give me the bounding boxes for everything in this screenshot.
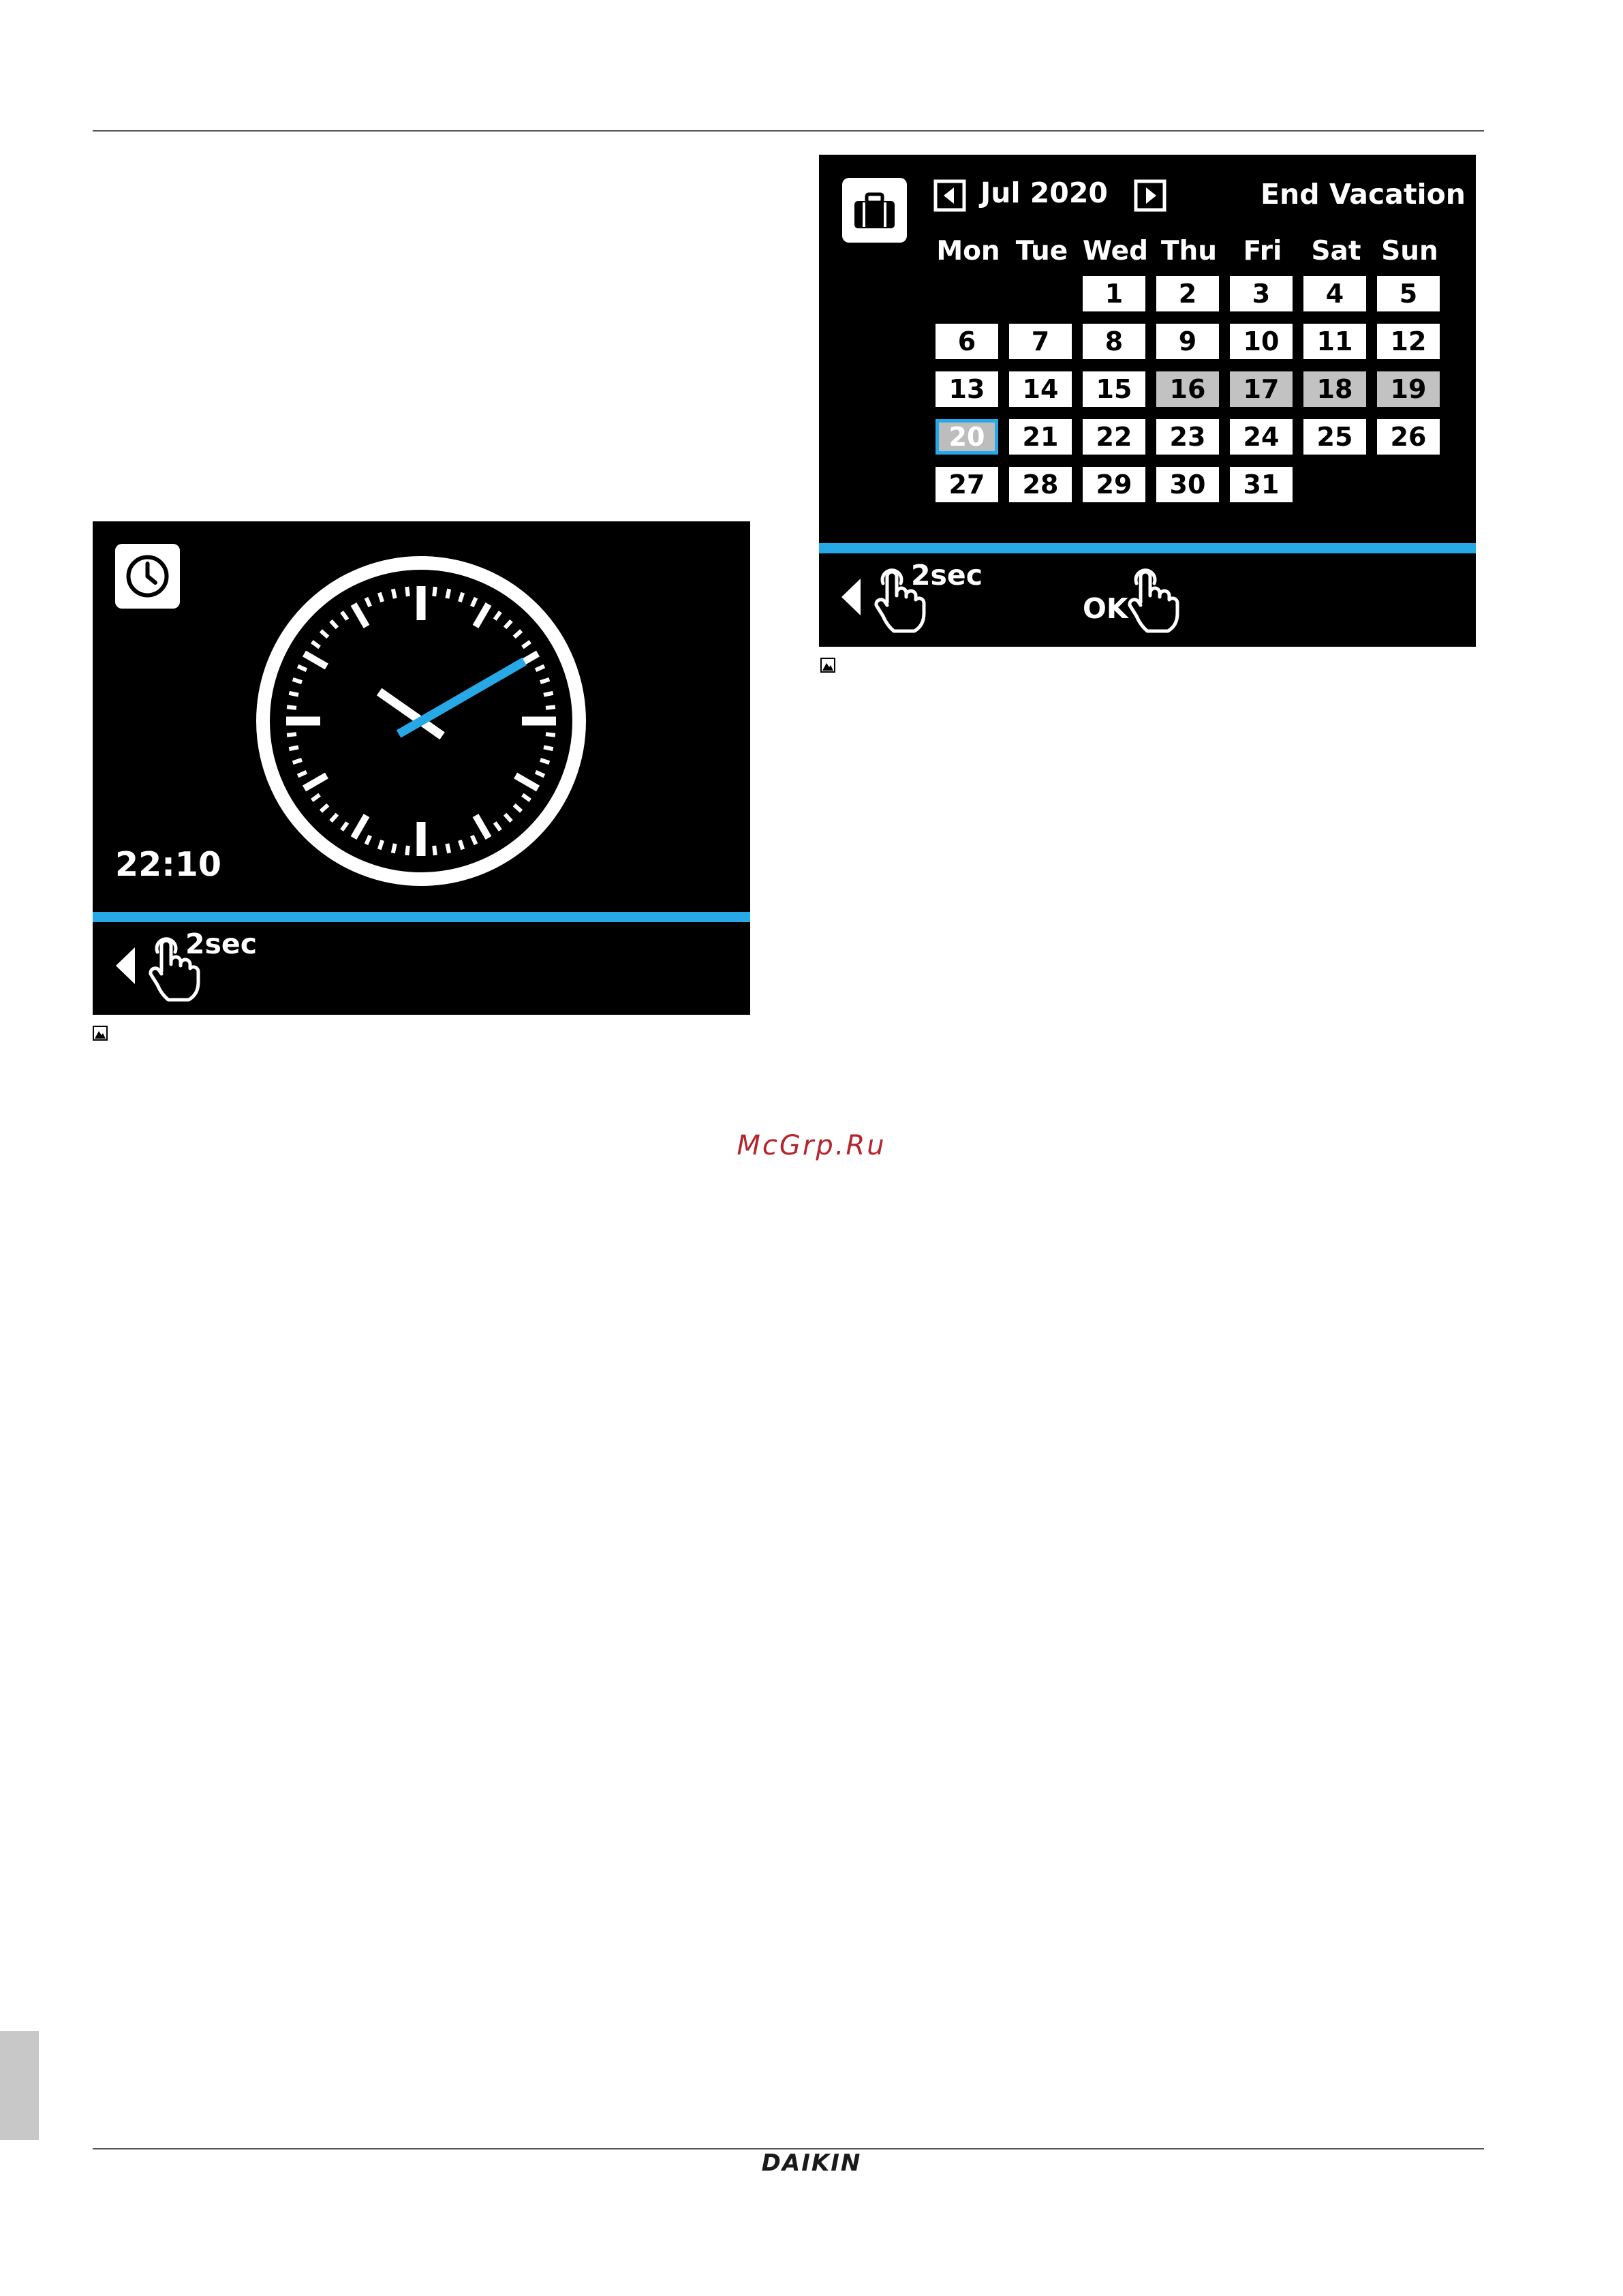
calendar-day-cell[interactable]: 17 [1230, 371, 1293, 407]
calendar-day-cell[interactable]: 6 [936, 324, 998, 359]
calendar-day-cell[interactable]: 26 [1377, 419, 1440, 455]
ok-label: OK [1083, 592, 1128, 625]
calendar-day-cell[interactable]: 7 [1009, 324, 1072, 359]
clock-tick [407, 587, 408, 596]
end-vacation-button[interactable]: End Vacation [1261, 178, 1466, 211]
clock-tick [331, 814, 337, 821]
clock-tick [354, 816, 367, 838]
clock-tick [544, 693, 553, 695]
watermark-text: McGrp.Ru [737, 1130, 886, 1161]
clock-tick [289, 693, 298, 695]
clock-tick [472, 598, 476, 607]
clock-tick [305, 654, 327, 667]
clock-tick [393, 844, 395, 853]
clock-tick [472, 836, 476, 844]
clock-tick [342, 823, 347, 830]
clock-tick [523, 795, 530, 800]
clock-tick [460, 840, 463, 849]
clock-tick [393, 589, 395, 598]
clock-tick [447, 589, 449, 598]
clock-tick [367, 836, 371, 844]
clock-tick [546, 734, 555, 735]
calendar-day-cell[interactable]: 22 [1083, 419, 1145, 455]
calendar-day-cell[interactable]: 4 [1303, 276, 1366, 311]
clock-tick [460, 593, 463, 602]
calendar-day-cell[interactable]: 14 [1009, 371, 1072, 407]
clock-tick [516, 776, 538, 789]
suitcase-icon [842, 178, 907, 243]
calendar-day-cell[interactable]: 9 [1156, 324, 1219, 359]
calendar-day-cell[interactable]: 13 [936, 371, 998, 407]
clock-tick [447, 844, 449, 853]
calendar-day-cell[interactable]: 25 [1303, 419, 1366, 455]
back-arrow-icon[interactable] [840, 577, 862, 617]
calendar-day-cell[interactable]: 23 [1156, 419, 1219, 455]
clock-hold-hint: 2sec [185, 928, 258, 960]
clock-tick [546, 707, 555, 708]
weekday-header: Mon [936, 236, 1000, 266]
clock-tick [287, 707, 296, 708]
clock-tick [536, 667, 544, 671]
calendar-day-cell[interactable]: 15 [1083, 371, 1145, 407]
weekday-header: Wed [1083, 236, 1148, 266]
calendar-day-cell[interactable]: 11 [1303, 324, 1366, 359]
clock-tick [540, 679, 549, 682]
clock-tick [434, 846, 435, 855]
clock-tick [540, 760, 549, 763]
prev-month-button[interactable] [933, 179, 966, 212]
clock-tick [305, 776, 327, 789]
clock-tick [523, 642, 530, 647]
weekday-header: Thu [1160, 236, 1218, 266]
clock-icon [115, 544, 180, 609]
calendar-day-cell[interactable]: 19 [1377, 371, 1440, 407]
clock-tick [289, 747, 298, 749]
calendar-divider-bar [819, 543, 1476, 553]
image-caption-icon [820, 658, 835, 673]
analog-clock [253, 553, 589, 889]
calendar-day-cell[interactable]: 21 [1009, 419, 1072, 455]
calendar-screen [819, 155, 1476, 647]
clock-tick [298, 772, 307, 776]
month-label: Jul 2020 [980, 177, 1108, 209]
clock-tick [321, 805, 328, 811]
calendar-day-cell[interactable]: 10 [1230, 324, 1293, 359]
clock-tick [342, 612, 347, 619]
calendar-day-cell[interactable]: 31 [1230, 467, 1293, 502]
calendar-day-cell[interactable]: 24 [1230, 419, 1293, 455]
clock-tick [495, 823, 500, 830]
clock-tick [536, 772, 544, 776]
clock-tick [293, 679, 302, 682]
clock-tick [331, 621, 337, 628]
clock-tick [434, 587, 435, 596]
clock-tick [544, 747, 553, 749]
clock-tick [312, 642, 320, 647]
clock-tick [354, 604, 367, 627]
next-month-button[interactable] [1134, 179, 1166, 212]
header-rule [93, 130, 1484, 132]
calendar-day-cell[interactable]: 27 [936, 467, 998, 502]
clock-screen [93, 521, 750, 1015]
clock-tick [505, 814, 511, 821]
weekday-header: Tue [1015, 236, 1068, 266]
clock-tick [505, 621, 511, 628]
weekday-header: Sun [1381, 236, 1438, 266]
back-arrow-icon[interactable] [114, 946, 136, 985]
clock-tick [380, 593, 382, 602]
clock-divider-bar [93, 912, 750, 922]
minute-hand [399, 662, 525, 735]
weekday-header: Sat [1311, 236, 1361, 266]
clock-tick [321, 631, 328, 637]
calendar-day-cell[interactable]: 18 [1303, 371, 1366, 407]
image-caption-icon [93, 1026, 108, 1041]
clock-time-text: 22:10 [115, 845, 221, 884]
calendar-hold-hint: 2sec [911, 559, 983, 592]
calendar-day-cell[interactable]: 30 [1156, 467, 1219, 502]
ok-press-hand-icon[interactable] [1126, 563, 1183, 634]
clock-tick [495, 612, 500, 619]
clock-tick [312, 795, 320, 800]
calendar-day-cell[interactable]: 12 [1377, 324, 1440, 359]
weekday-header: Fri [1243, 236, 1282, 266]
clock-tick [407, 846, 408, 855]
calendar-day-cell[interactable]: 29 [1083, 467, 1145, 502]
calendar-day-cell[interactable]: 3 [1230, 276, 1293, 311]
clock-tick [476, 816, 489, 838]
calendar-day-cell[interactable]: 16 [1156, 371, 1219, 407]
footer-brand-logo: DAIKIN [761, 2149, 862, 2177]
calendar-day-cell[interactable]: 28 [1009, 467, 1072, 502]
calendar-day-cell[interactable]: 2 [1156, 276, 1219, 311]
clock-tick [287, 734, 296, 735]
calendar-day-cell[interactable]: 5 [1377, 276, 1440, 311]
clock-tick [514, 631, 521, 637]
clock-tick [367, 598, 371, 607]
clock-tick [476, 604, 489, 627]
clock-tick [514, 805, 521, 811]
clock-tick [293, 760, 302, 763]
side-tab [0, 2031, 39, 2140]
calendar-day-cell[interactable]: 1 [1083, 276, 1145, 311]
calendar-day-cell[interactable]: 8 [1083, 324, 1145, 359]
calendar-day-cell[interactable]: 20 [936, 419, 998, 455]
clock-tick [380, 840, 382, 849]
clock-tick [298, 667, 307, 671]
